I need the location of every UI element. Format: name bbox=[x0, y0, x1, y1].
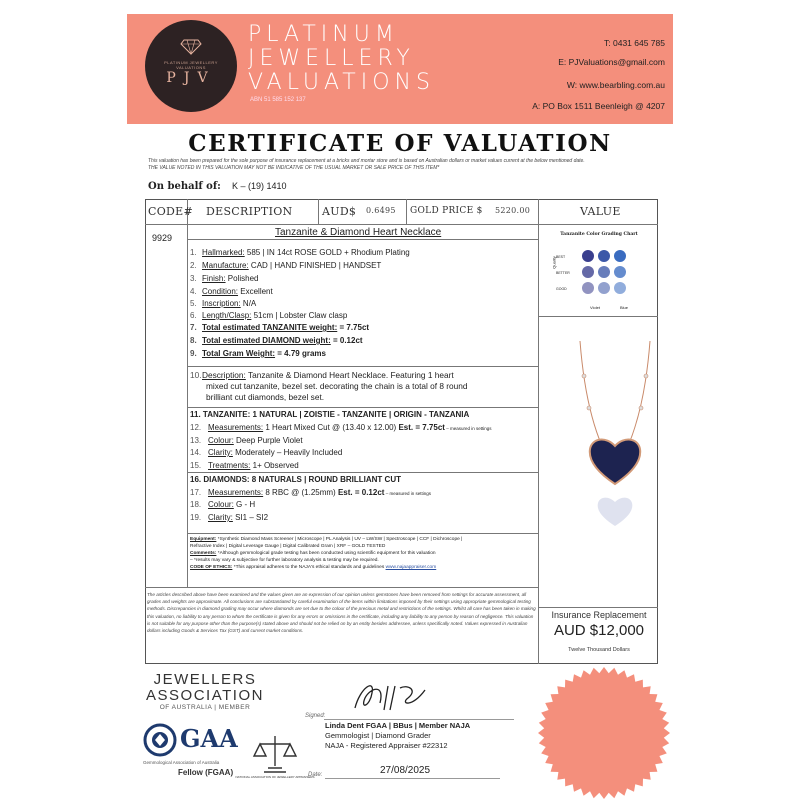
item-number: 2. bbox=[190, 261, 197, 270]
behalf-label: On behalf of: bbox=[148, 181, 221, 192]
equipment-label: Equipment: bbox=[190, 537, 217, 542]
item-number: 8. bbox=[190, 336, 197, 345]
item-value: = 4.79 grams bbox=[275, 349, 326, 358]
ethics-line bbox=[190, 564, 535, 571]
detail-label: Colour: bbox=[208, 500, 234, 509]
item-label: Condition: bbox=[202, 287, 239, 296]
item-value: Excellent bbox=[238, 287, 273, 296]
equipment-line-2: Refractive Index | Digital Leverage Gauge | Digital Calibrated Gram | XRF – GOLD TESTED bbox=[190, 544, 386, 549]
detail-estimate: Est. = 0.12ct bbox=[337, 488, 385, 497]
diamond-icon bbox=[181, 40, 201, 54]
detail-label: Measurements: bbox=[208, 423, 264, 432]
grading-title: Tanzanite Color Grading Chart bbox=[560, 232, 638, 237]
tanzanite-heading: 11. TANZANITE: 1 NATURAL | ZOISTIE - TANZANITE | ORIGIN - TANZANIA bbox=[190, 410, 470, 419]
detail-value: Deep Purple Violet bbox=[233, 436, 303, 445]
code-header: CODE# bbox=[148, 205, 194, 218]
grading-swatch bbox=[582, 282, 594, 294]
brand-line-1: PLATINUM bbox=[248, 22, 399, 47]
diamond-heading: 16. DIAMONDS: 8 NATURALS | ROUND BRILLIANT CUT bbox=[190, 475, 401, 484]
description-number: 10. bbox=[190, 370, 202, 380]
detail-estimate: Est. = 7.75ct bbox=[398, 423, 445, 432]
item-number: 4. bbox=[190, 287, 197, 296]
disclaimer: The articles described above have been examined and the values given are an expression of our opinion unless gemstones have been removed from settings for accurate assessment, all grades and weights are approximate. All conclusions are substantiated by careful examination of the items within limitations imposed by their settings using appropriate gemmological testing methods. Discrepancies in diamond grading may occur where diamonds are set due to the colour of the precious metal and restrictions of the settings. Whilst all care has been taken in making this valuation, no liability to any person to whom the certificate is given for any errors or omissions in the certificate, including any liability to any person by reason of negligence. This valuation is not suitable for any purpose other than the purpose(s) stated above and should not be relied on by an entity besides addressee, unless specifically noted. Values expressed in Australian dollars including Goods & Services Tax (GST) and current market conditions. bbox=[147, 592, 536, 634]
equipment-line bbox=[190, 536, 535, 543]
grading-row-label: BETTER bbox=[556, 271, 570, 275]
valuation-date: 27/08/2025 bbox=[380, 765, 431, 776]
notes-block bbox=[190, 536, 535, 571]
detail-label: Clarity: bbox=[208, 513, 233, 522]
item-label: Finish: bbox=[202, 274, 226, 283]
item-row bbox=[190, 336, 363, 345]
item-code: 9929 bbox=[152, 233, 173, 243]
fellow-credential: Fellow (FGAA) bbox=[178, 768, 234, 777]
purpose-line: This valuation has been prepared for the sole purpose of insurance replacement at a bricks and mortar store and is based on Australian dollars or market values current at the below mentioned date. bbox=[148, 158, 585, 164]
description-line-2: mixed cut tanzanite, bezel set. decorating the chain is a total of 8 round bbox=[206, 381, 468, 391]
logo-initials: PJV bbox=[166, 70, 216, 86]
abn: ABN 51 585 152 137 bbox=[250, 97, 306, 103]
detail-number: 19. bbox=[190, 513, 202, 522]
gold-price-value: 5220.00 bbox=[495, 206, 531, 215]
aud-label: AUD$ bbox=[322, 205, 357, 218]
description-line-3: brilliant cut diamonds, bezel set. bbox=[206, 392, 325, 402]
item-row bbox=[190, 299, 256, 308]
item-row bbox=[190, 349, 326, 358]
item-row bbox=[190, 311, 347, 320]
insurance-value-words: Twelve Thousand Dollars bbox=[568, 647, 630, 653]
description-header: DESCRIPTION bbox=[206, 205, 293, 218]
embossed-seal bbox=[536, 665, 672, 801]
address: A: PO Box 1511 Beenleigh @ 4207 bbox=[532, 101, 665, 111]
item-row bbox=[190, 323, 369, 332]
comments-line-2: – *results may vary & subjective for further laboratory analysis & testing may be required. bbox=[190, 558, 379, 563]
ethics-text: *This appraisal adheres to the NAJA's ethical standards and guidelines bbox=[232, 565, 386, 570]
item-title: Tanzanite & Diamond Heart Necklace bbox=[275, 227, 442, 238]
item-value: CAD | HAND FINISHED | HANDSET bbox=[248, 261, 382, 270]
detail-number: 14. bbox=[190, 448, 202, 457]
detail-note: – measured in settings bbox=[384, 491, 431, 496]
detail-row bbox=[190, 436, 303, 445]
item-value: N/A bbox=[240, 299, 257, 308]
detail-row bbox=[190, 513, 268, 522]
detail-row bbox=[190, 448, 342, 457]
detail-number: 15. bbox=[190, 461, 202, 470]
grading-row-label: GOOD bbox=[556, 287, 567, 291]
insurance-label: Insurance Replacement bbox=[551, 610, 647, 620]
item-row bbox=[190, 287, 273, 296]
signer-name: Linda Dent FGAA | BBus | Member NAJA bbox=[325, 721, 471, 730]
signer-title: Gemmologist | Diamond Grader bbox=[325, 731, 431, 740]
jaa-line-2: ASSOCIATION bbox=[146, 687, 264, 704]
detail-row bbox=[190, 488, 431, 497]
grading-swatch bbox=[598, 282, 610, 294]
item-number: 9. bbox=[190, 349, 197, 358]
item-value: = 0.12ct bbox=[330, 336, 363, 345]
item-value: 585 | IN 14ct ROSE GOLD + Rhodium Plating bbox=[244, 248, 410, 257]
item-value: Polished bbox=[225, 274, 259, 283]
detail-label: Treatments: bbox=[208, 461, 251, 470]
item-label: Total Gram Weight: bbox=[202, 349, 276, 358]
website: W: www.bearbling.com.au bbox=[566, 80, 665, 90]
item-label: Length/Clasp: bbox=[202, 311, 252, 320]
value-header: VALUE bbox=[580, 205, 621, 218]
detail-value: 8 RBC @ (1.25mm) bbox=[263, 488, 336, 497]
grading-col-violet: Violet bbox=[590, 305, 600, 310]
item-label: Inscription: bbox=[202, 299, 241, 308]
comments-label: Comments: bbox=[190, 551, 217, 556]
detail-value: G - H bbox=[233, 500, 256, 509]
detail-value: SI1 – SI2 bbox=[232, 513, 269, 522]
item-number: 6. bbox=[190, 311, 197, 320]
insurance-value: AUD $12,000 bbox=[553, 622, 645, 639]
signed-label: Signed: bbox=[305, 713, 326, 719]
item-row bbox=[190, 261, 381, 270]
naja-link[interactable]: www.najaappraiser.com bbox=[385, 565, 437, 570]
grading-swatch bbox=[614, 266, 626, 278]
phone: T: 0431 645 785 bbox=[604, 38, 665, 48]
detail-row bbox=[190, 461, 299, 470]
jewellers-association-logo bbox=[130, 672, 280, 711]
detail-row bbox=[190, 500, 255, 509]
grading-swatch bbox=[582, 266, 594, 278]
item-label: Hallmarked: bbox=[202, 248, 245, 257]
grading-swatch bbox=[614, 250, 626, 262]
detail-label: Measurements: bbox=[208, 488, 264, 497]
detail-number: 18. bbox=[190, 500, 202, 509]
item-label: Total estimated DIAMOND weight: bbox=[202, 336, 331, 345]
detail-number: 12. bbox=[190, 423, 202, 432]
behalf-value: K – (19) 1410 bbox=[232, 181, 287, 191]
logo-tagline: PLATINUM JEWELLERY VALUATIONS bbox=[164, 60, 218, 70]
detail-number: 17. bbox=[190, 488, 202, 497]
aud-value: 0.6495 bbox=[366, 206, 396, 215]
naja-scales-icon bbox=[235, 730, 315, 782]
valuation-purpose bbox=[148, 158, 668, 172]
naja-caption: NATIONAL ASSOCIATION OF JEWELLERY APPRAISERS bbox=[235, 775, 315, 779]
certificate-title: CERTIFICATE OF VALUATION bbox=[188, 130, 612, 157]
purpose-caveat: THE VALUE NOTED IN THIS VALUATION MAY NOT BE INDICATIVE OF THE USUAL MARKET OR SALE PRICE OF THIS ITEM* bbox=[148, 165, 440, 171]
necklace-photo bbox=[540, 316, 658, 546]
item-number: 3. bbox=[190, 274, 197, 283]
date-label: Date: bbox=[308, 772, 323, 778]
equipment-text: *Synthetic Diamond Mass Screener | Microscope | PL Analysis | UV – LW/SW | Spectroscope | CCF | Dichroscope | bbox=[216, 537, 463, 542]
gaa-logo-text: GAA bbox=[180, 724, 238, 753]
grading-axis-label: Quality bbox=[551, 256, 557, 269]
jaa-line-1: JEWELLERS bbox=[153, 671, 257, 688]
brand-line-3: VALUATIONS bbox=[248, 70, 435, 95]
jaa-line-3: OF AUSTRALIA | MEMBER bbox=[159, 704, 251, 711]
email: E: PJValuations@gmail.com bbox=[558, 57, 665, 67]
item-row bbox=[190, 248, 410, 257]
gold-price-label: GOLD PRICE $ bbox=[410, 206, 483, 216]
item-number: 7. bbox=[190, 323, 197, 332]
description-block bbox=[190, 370, 530, 403]
grading-row-label: BEST bbox=[556, 255, 566, 259]
grading-swatch bbox=[582, 250, 594, 262]
detail-value: 1 Heart Mixed Cut @ (13.40 x 12.00) bbox=[263, 423, 397, 432]
grading-swatch bbox=[598, 266, 610, 278]
description-line-1: Tanzanite & Diamond Heart Necklace. Featuring 1 heart bbox=[245, 370, 454, 380]
signer-registration: NAJA - Registered Appraiser #22312 bbox=[325, 741, 448, 750]
detail-note: – measured in settings bbox=[444, 426, 492, 431]
item-number: 1. bbox=[190, 248, 197, 257]
grading-swatch bbox=[598, 250, 610, 262]
item-number: 5. bbox=[190, 299, 197, 308]
gaa-subtitle: Gemmological Association of Australia bbox=[143, 760, 220, 765]
item-row bbox=[190, 274, 258, 283]
description-label: Description: bbox=[202, 370, 246, 380]
gaa-emblem-icon bbox=[143, 723, 177, 757]
comments-text: *Although gemmological grade testing has been conducted using scientific equipment for this valuation bbox=[216, 551, 436, 556]
detail-row bbox=[190, 423, 491, 432]
item-value: 51cm | Lobster Claw clasp bbox=[251, 311, 348, 320]
comments-line bbox=[190, 550, 535, 557]
detail-label: Colour: bbox=[208, 436, 234, 445]
detail-value: Moderately – Heavily Included bbox=[232, 448, 343, 457]
detail-label: Clarity: bbox=[208, 448, 233, 457]
signer-details bbox=[325, 721, 470, 751]
signature-image bbox=[300, 668, 500, 718]
detail-value: 1+ Observed bbox=[250, 461, 299, 470]
item-label: Total estimated TANZANITE weight: bbox=[202, 323, 338, 332]
grading-col-blue: Blue bbox=[620, 305, 629, 310]
ethics-label: CODE OF ETHICS: bbox=[190, 565, 233, 570]
item-value: = 7.75ct bbox=[337, 323, 370, 332]
grading-swatch bbox=[614, 282, 626, 294]
brand-line-2: JEWELLERY bbox=[248, 46, 415, 71]
tanzanite-grading-chart bbox=[540, 225, 658, 315]
item-label: Manufacture: bbox=[202, 261, 249, 270]
detail-number: 13. bbox=[190, 436, 202, 445]
